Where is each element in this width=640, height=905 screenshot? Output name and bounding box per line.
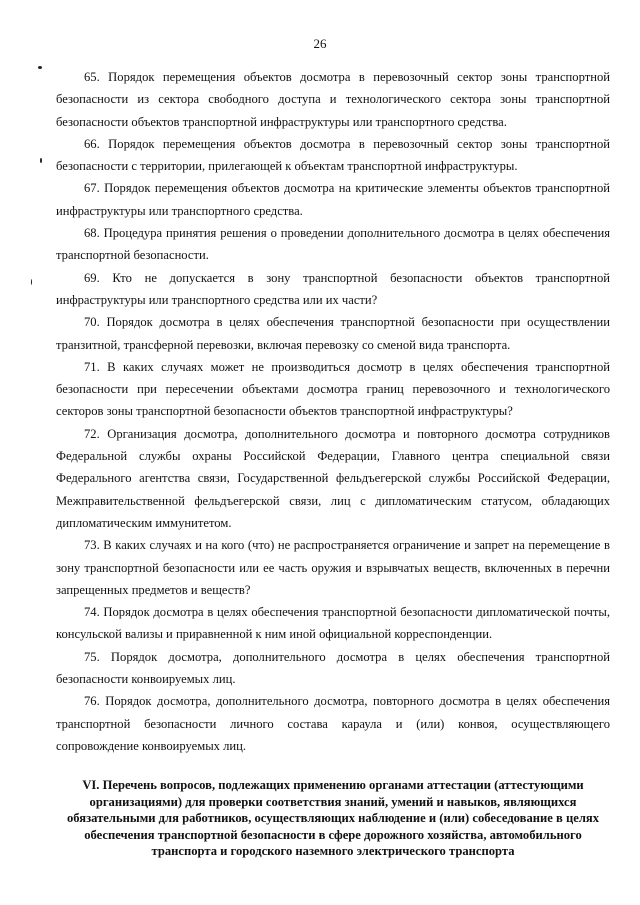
list-item: 70. Порядок досмотра в целях обеспечения транспортной безопасности при осуществлении транзитной, трансферной перевозки, включая перевозку со сменой вида транспорта.	[56, 315, 610, 352]
list-item: 65. Порядок перемещения объектов досмотра в перевозочный сектор зоны транспортной безопасности из сектора свободного доступа и технологического сектора зоны транспортной безопасности объектов транспортной инфраструктуры или транспортного средства.	[56, 70, 610, 129]
list-item: 71. В каких случаях может не производиться досмотр в целях обеспечения транспортной безопасности при пересечении объектами досмотра границ перевозочного и технологического секторов зоны транспортной безопасности объектов транспортной инфраструктуры?	[56, 359, 610, 419]
list-item: 74. Порядок досмотра в целях обеспечения транспортной безопасности дипломатической почты, консульской вализы и приравненной к ним иной официальной корреспонденции.	[56, 605, 610, 642]
scan-speck	[38, 66, 42, 69]
list-item: 76. Порядок досмотра, дополнительного досмотра, повторного досмотра в целях обеспечения транспортной безопасности личного состава караула и (или) конвоя, осуществляющего сопровождение конвоируемых лиц.	[56, 694, 610, 753]
scan-speck	[40, 158, 42, 163]
section-heading: VI. Перечень вопросов, подлежащих применению органами аттестации (аттестующими организациями) для проверки соответствия знаний, умений и навыков, являющихся обязательными для работников, осуществляющих наблюдение и (или) собеседование в целях обеспечения транспортной безопасности в сфере дорожного хозяйства, автомобильного транспорта и городского наземного электрического транспорта	[66, 778, 599, 859]
list-item: 69. Кто не допускается в зону транспортной безопасности объектов транспортной инфраструктуры или транспортного средства или их части?	[56, 270, 610, 307]
page-number: 26	[313, 36, 327, 51]
list-item: 75. Порядок досмотра, дополнительного досмотра в целях обеспечения транспортной безопасности конвоируемых лиц.	[56, 649, 610, 687]
list-item: 66. Порядок перемещения объектов досмотра в перевозочный сектор зоны транспортной безопасности с территории, прилегающей к объектам транспортной инфраструктуры.	[56, 136, 610, 174]
list-item: 68. Процедура принятия решения о проведении дополнительного досмотра в целях обеспечения транспортной безопасности.	[56, 226, 610, 263]
list-item: 73. В каких случаях и на кого (что) не распространяется ограничение и запрет на перемещение в зону транспортной безопасности или ее часть оружия и взрывчатых веществ, включенных в перечни запрещенных предметов и веществ?	[56, 538, 610, 597]
scan-speck	[31, 279, 32, 285]
document-body	[56, 66, 610, 757]
list-item: 72. Организация досмотра, дополнительного досмотра и повторного досмотра сотрудников Федеральной службы охраны Российской Федерации, Главного центра специальной связи Федерального агентства связи, Государственной фельдъегерской службы Российской Федерации, Межправительственной фельдъегерской связи, лиц с дипломатическим статусом, обладающих дипломатическим иммунитетом.	[56, 426, 610, 530]
list-item: 67. Порядок перемещения объектов досмотра на критические элементы объектов транспортной инфраструктуры или транспортного средства.	[56, 181, 610, 218]
